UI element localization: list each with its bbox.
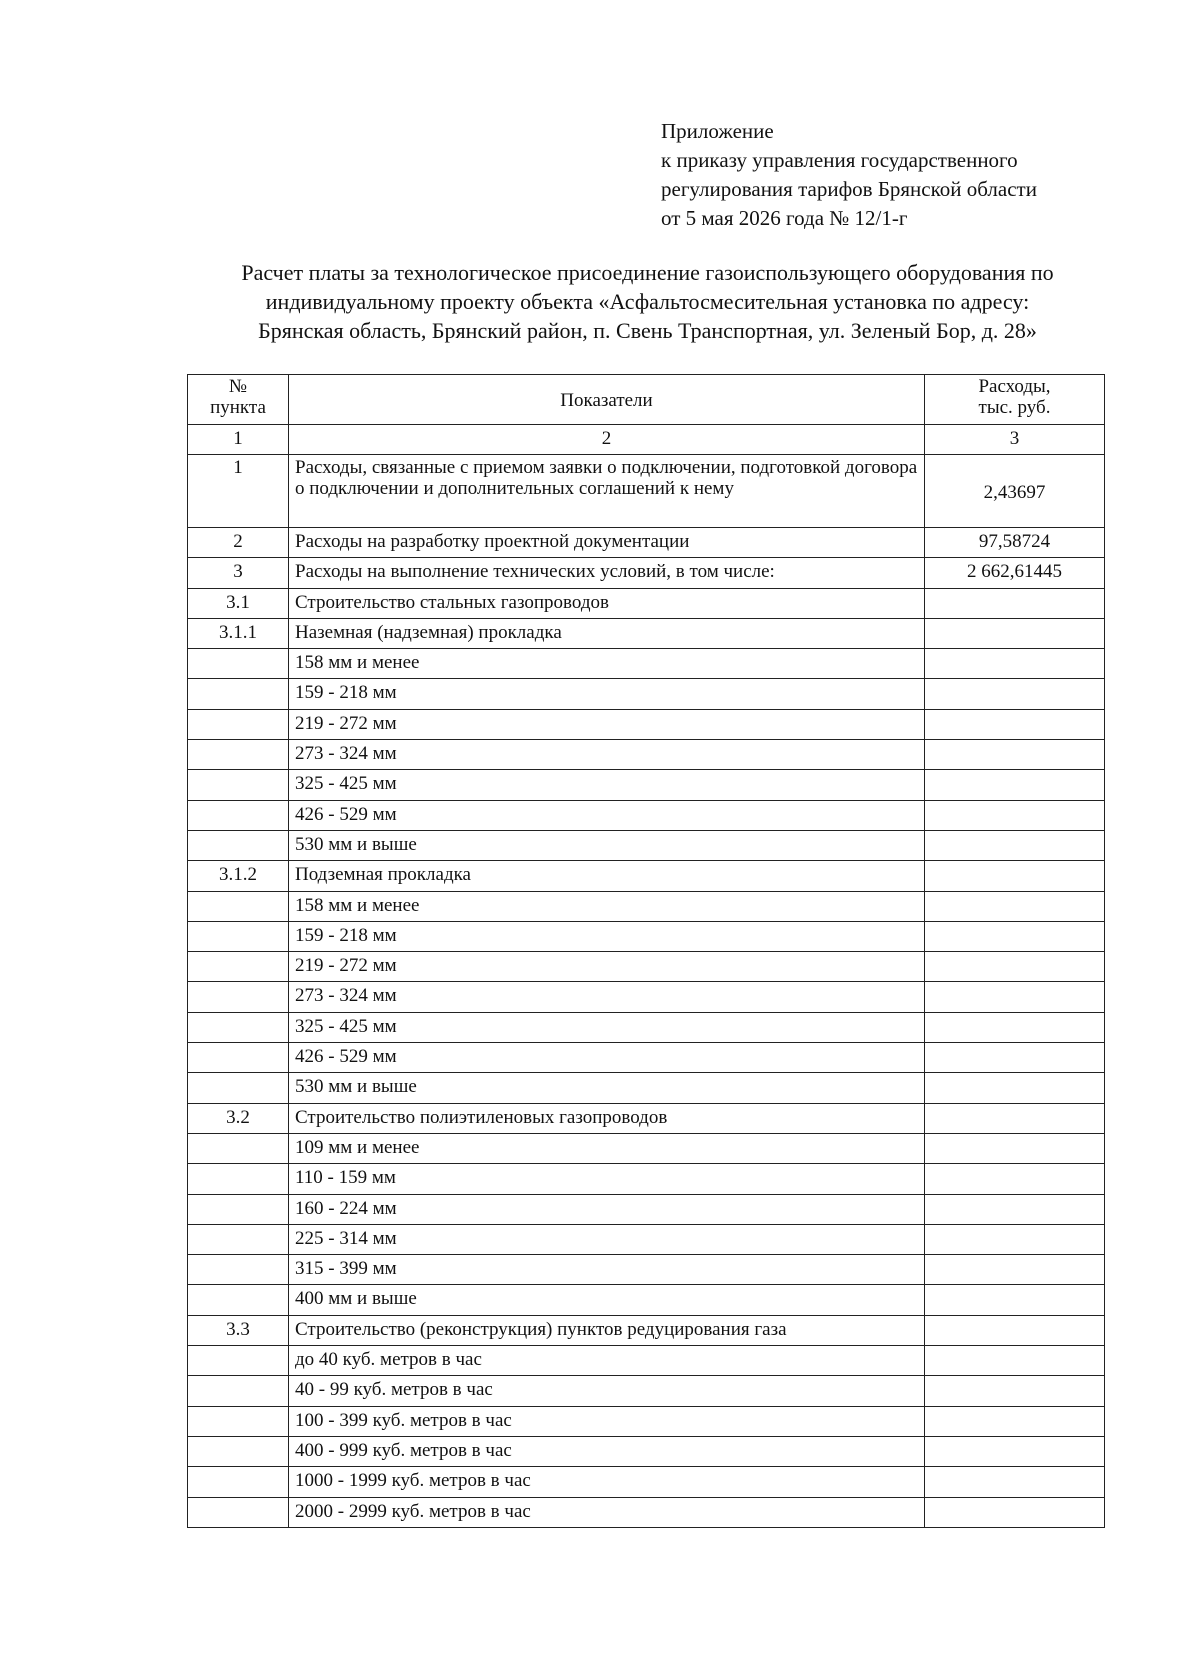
row-item-number [188, 679, 289, 709]
row-item-number: 2 [188, 528, 289, 558]
row-item-number [188, 1073, 289, 1103]
row-item-number [188, 1164, 289, 1194]
table-row [188, 1255, 1105, 1285]
row-indicator-label: Расходы, связанные с приемом заявки о подключении, подготовкой договора о подключении и дополнительных соглашений к нему [289, 455, 925, 528]
table-row [188, 455, 1105, 528]
table-row [188, 649, 1105, 679]
table-header-row [188, 375, 1105, 425]
row-cost-value [925, 618, 1105, 648]
row-indicator-label: Строительство стальных газопроводов [289, 588, 925, 618]
row-indicator-label: 110 - 159 мм [289, 1164, 925, 1194]
row-cost-value [925, 891, 1105, 921]
table-row [188, 588, 1105, 618]
table-row [188, 1012, 1105, 1042]
row-item-number [188, 1376, 289, 1406]
column-number-2: 2 [289, 425, 925, 455]
row-indicator-label: Подземная прокладка [289, 861, 925, 891]
row-cost-value [925, 1073, 1105, 1103]
row-cost-value: 97,58724 [925, 528, 1105, 558]
row-indicator-label: 225 - 314 мм [289, 1224, 925, 1254]
row-item-number [188, 1497, 289, 1527]
row-item-number [188, 830, 289, 860]
row-item-number: 3.2 [188, 1103, 289, 1133]
row-indicator-label: 159 - 218 мм [289, 679, 925, 709]
table-row [188, 679, 1105, 709]
row-item-number [188, 1436, 289, 1466]
table-row [188, 982, 1105, 1012]
row-indicator-label: 100 - 399 куб. метров в час [289, 1406, 925, 1436]
table-row [188, 952, 1105, 982]
row-indicator-label: 325 - 425 мм [289, 770, 925, 800]
table-row [188, 1194, 1105, 1224]
row-item-number [188, 1012, 289, 1042]
row-indicator-label: 1000 - 1999 куб. метров в час [289, 1467, 925, 1497]
row-indicator-label: 426 - 529 мм [289, 800, 925, 830]
table-row [188, 1467, 1105, 1497]
row-cost-value [925, 679, 1105, 709]
table-row [188, 800, 1105, 830]
title-line-1: Расчет платы за технологическое присоединение газоиспользующего оборудования по [241, 260, 1054, 285]
appendix-line-2: к приказу управления государственного [661, 148, 1018, 172]
header-costs-line-1: Расходы, [978, 376, 1051, 397]
row-cost-value [925, 1497, 1105, 1527]
row-indicator-label: 109 мм и менее [289, 1133, 925, 1163]
row-indicator-label: 219 - 272 мм [289, 709, 925, 739]
table-row [188, 1406, 1105, 1436]
row-cost-value [925, 709, 1105, 739]
table-row [188, 1376, 1105, 1406]
table-row [188, 1103, 1105, 1133]
table-row [188, 1346, 1105, 1376]
row-cost-value [925, 800, 1105, 830]
row-item-number [188, 1255, 289, 1285]
row-cost-value [925, 1224, 1105, 1254]
row-indicator-label: 159 - 218 мм [289, 921, 925, 951]
table-row [188, 1073, 1105, 1103]
row-cost-value [925, 770, 1105, 800]
table-row [188, 740, 1105, 770]
row-cost-value [925, 1133, 1105, 1163]
appendix-header [661, 117, 1037, 233]
table-row [188, 1497, 1105, 1527]
header-indicators: Показатели [289, 375, 925, 425]
row-cost-value [925, 740, 1105, 770]
row-indicator-label: 158 мм и менее [289, 891, 925, 921]
row-cost-value [925, 588, 1105, 618]
appendix-line-3: регулирования тарифов Брянской области [661, 177, 1037, 201]
column-number-1: 1 [188, 425, 289, 455]
row-item-number: 3.1 [188, 588, 289, 618]
table-row [188, 891, 1105, 921]
table-row [188, 709, 1105, 739]
row-item-number [188, 1133, 289, 1163]
row-indicator-label: Расходы на разработку проектной документации [289, 528, 925, 558]
table-row [188, 861, 1105, 891]
row-cost-value [925, 1103, 1105, 1133]
row-cost-value: 2,43697 [925, 455, 1105, 528]
row-indicator-label: 273 - 324 мм [289, 740, 925, 770]
row-indicator-label: Строительство полиэтиленовых газопроводов [289, 1103, 925, 1133]
row-item-number [188, 740, 289, 770]
row-indicator-label: 530 мм и выше [289, 830, 925, 860]
table-row [188, 558, 1105, 588]
row-item-number: 1 [188, 455, 289, 528]
row-cost-value [925, 1043, 1105, 1073]
row-cost-value [925, 649, 1105, 679]
row-indicator-label: 40 - 99 куб. метров в час [289, 1376, 925, 1406]
row-cost-value: 2 662,61445 [925, 558, 1105, 588]
row-item-number [188, 709, 289, 739]
table-row [188, 528, 1105, 558]
row-indicator-label: 315 - 399 мм [289, 1255, 925, 1285]
header-num-line-2: пункта [210, 397, 266, 418]
row-cost-value [925, 952, 1105, 982]
row-item-number: 3.1.2 [188, 861, 289, 891]
row-item-number [188, 770, 289, 800]
row-item-number [188, 1194, 289, 1224]
row-indicator-label: Расходы на выполнение технических условий, в том числе: [289, 558, 925, 588]
row-cost-value [925, 1255, 1105, 1285]
row-indicator-label: 325 - 425 мм [289, 1012, 925, 1042]
header-num-line-1: № [228, 376, 248, 397]
row-indicator-label: 530 мм и выше [289, 1073, 925, 1103]
row-cost-value [925, 830, 1105, 860]
row-indicator-label: 2000 - 2999 куб. метров в час [289, 1497, 925, 1527]
header-item-number [188, 375, 289, 425]
row-item-number [188, 649, 289, 679]
row-item-number: 3.3 [188, 1315, 289, 1345]
row-indicator-label: 219 - 272 мм [289, 952, 925, 982]
table-row [188, 618, 1105, 648]
table-row [188, 1436, 1105, 1466]
header-costs [925, 375, 1105, 425]
row-item-number [188, 1224, 289, 1254]
row-indicator-label: 273 - 324 мм [289, 982, 925, 1012]
title-line-3: Брянская область, Брянский район, п. Свень Транспортная, ул. Зеленый Бор, д. 28» [258, 318, 1037, 343]
table-row [188, 1285, 1105, 1315]
document-title [180, 258, 1115, 345]
row-item-number: 3.1.1 [188, 618, 289, 648]
row-indicator-label: Строительство (реконструкция) пунктов редуцирования газа [289, 1315, 925, 1345]
row-cost-value [925, 1406, 1105, 1436]
appendix-line-1: Приложение [661, 119, 774, 143]
row-item-number [188, 1346, 289, 1376]
table-row [188, 1224, 1105, 1254]
row-cost-value [925, 1012, 1105, 1042]
header-costs-line-2: тыс. руб. [978, 397, 1051, 418]
row-indicator-label: 158 мм и менее [289, 649, 925, 679]
table-row [188, 1043, 1105, 1073]
cost-table [187, 374, 1105, 1528]
row-indicator-label: Наземная (надземная) прокладка [289, 618, 925, 648]
table-row [188, 1315, 1105, 1345]
row-cost-value [925, 1436, 1105, 1466]
row-indicator-label: до 40 куб. метров в час [289, 1346, 925, 1376]
row-item-number [188, 891, 289, 921]
row-cost-value [925, 1467, 1105, 1497]
appendix-line-4: от 5 мая 2026 года № 12/1-г [661, 206, 908, 230]
row-cost-value [925, 861, 1105, 891]
row-item-number [188, 1285, 289, 1315]
row-indicator-label: 400 мм и выше [289, 1285, 925, 1315]
row-indicator-label: 160 - 224 мм [289, 1194, 925, 1224]
title-line-2: индивидуальному проекту объекта «Асфальтосмесительная установка по адресу: [265, 289, 1030, 314]
row-item-number: 3 [188, 558, 289, 588]
row-item-number [188, 1043, 289, 1073]
row-cost-value [925, 921, 1105, 951]
row-cost-value [925, 1285, 1105, 1315]
row-cost-value [925, 982, 1105, 1012]
row-indicator-label: 400 - 999 куб. метров в час [289, 1436, 925, 1466]
table-row [188, 1164, 1105, 1194]
row-item-number [188, 952, 289, 982]
row-item-number [188, 921, 289, 951]
row-cost-value [925, 1346, 1105, 1376]
row-cost-value [925, 1315, 1105, 1345]
table-row [188, 770, 1105, 800]
table-row [188, 1133, 1105, 1163]
table-row [188, 921, 1105, 951]
row-item-number [188, 800, 289, 830]
table-row [188, 830, 1105, 860]
row-item-number [188, 982, 289, 1012]
row-cost-value [925, 1376, 1105, 1406]
row-cost-value [925, 1164, 1105, 1194]
column-number-row [188, 425, 1105, 455]
column-number-3: 3 [925, 425, 1105, 455]
row-cost-value [925, 1194, 1105, 1224]
row-item-number [188, 1467, 289, 1497]
row-item-number [188, 1406, 289, 1436]
row-indicator-label: 426 - 529 мм [289, 1043, 925, 1073]
